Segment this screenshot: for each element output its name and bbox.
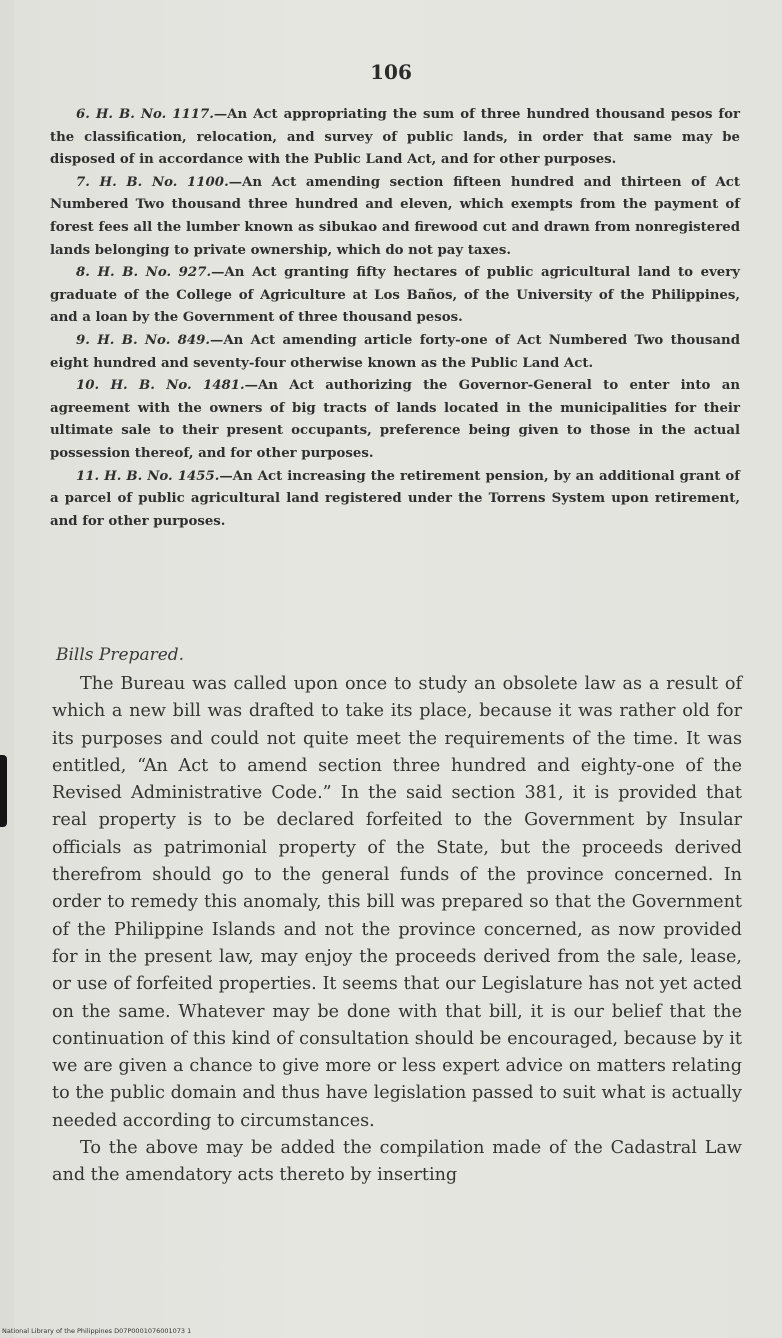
body-text <box>52 671 742 1190</box>
bill-item <box>50 104 740 172</box>
bill-item <box>50 375 740 465</box>
scan-edge-mark <box>0 755 7 827</box>
bill-text: —An Act amending section fifteen hundred and thirteen of Act Numbered Two thousand three hundred and eleven, which exempts from the payment of forest fees all the lumber known as sibukao and firewood cut and drawn from nonregistered lands belonging to private ownership, which do not pay taxes. <box>50 174 741 258</box>
page-number: 106 <box>370 60 412 84</box>
bill-ref: 9. H. B. No. 849. <box>76 332 211 348</box>
bill-text: —An Act amending article forty-one of Act Numbered Two thousand eight hundred and seventy-four otherwise known as the Public Land Act. <box>50 332 740 371</box>
bill-ref: 10. H. B. No. 1481. <box>76 378 245 394</box>
body-paragraph: To the above may be added the compilation made of the Cadastral Law and the amendatory acts thereto by inserting <box>52 1138 742 1186</box>
bill-text: —An Act appropriating the sum of three hundred thousand pesos for the classification, relocation, and survey of public lands, in order that same may be disposed of in accordance with the Public Land Act, and for other purposes. <box>50 107 741 168</box>
bill-ref: 6. H. B. No. 1117. <box>76 107 214 122</box>
bill-ref: 7. H. B. No. 1100. <box>76 174 229 190</box>
bill-text: —An Act authorizing the Governor-General to enter into an agreement with the owners of big tracts of lands located in the municipalities for their ultimate sale to their present occupants, preference being given to those in the actual possession thereof, and for other purposes. <box>50 378 740 461</box>
bill-item <box>50 466 740 534</box>
bill-ref: 11. H. B. No. 1455. <box>76 468 220 484</box>
body-paragraph: The Bureau was called upon once to study an obsolete law as a result of which a new bill was drafted to take its place, because it was rather old for its purposes and could not quite meet the requirements of the time. It was entitled, “An Act to amend section three hundred and eighty-one of the Revised Administrative Code.” In the said section 381, it is provided that real property is to be declared forfeited to the Government by Insular officials as patrimonial property of the State, but the proceeds derived therefrom should go to the general funds of the province concerned. In order to remedy this anomaly, this bill was prepared so that the Government of the Philippine Islands and not the province concerned, as now provided for in the present law, may enjoy the proceeds derived from the sale, lease, or use of forfeited properties. It seems that our Legislature has not yet acted on the same. Whatever may be done with that bill, it is our belief that the continuation of this kind of consultation should be encouraged, because by it we are given a chance to give more or less expert advice on matters relating to the public domain and thus have legislation passed to suit what is actually needed according to circumstances. <box>52 674 742 1131</box>
bill-item <box>50 172 740 262</box>
section-heading: Bills Prepared. <box>56 645 185 665</box>
bill-text: —An Act granting fifty hectares of public agricultural land to every graduate of the College of Agriculture at Los Baños, of the University of the Philippines, and a loan by the Government of three thousand pesos. <box>50 265 740 326</box>
bill-item <box>50 262 740 330</box>
archive-footer: National Library of the Philippines D07P0001076001073 1 <box>2 1327 192 1335</box>
bill-item <box>50 330 740 375</box>
bill-ref: 8. H. B. No. 927. <box>76 265 212 281</box>
bill-list <box>50 104 740 533</box>
bill-text: —An Act increasing the retirement pension, by an additional grant of a parcel of public agricultural land registered under the Torrens System upon retirement, and for other purposes. <box>50 468 740 529</box>
